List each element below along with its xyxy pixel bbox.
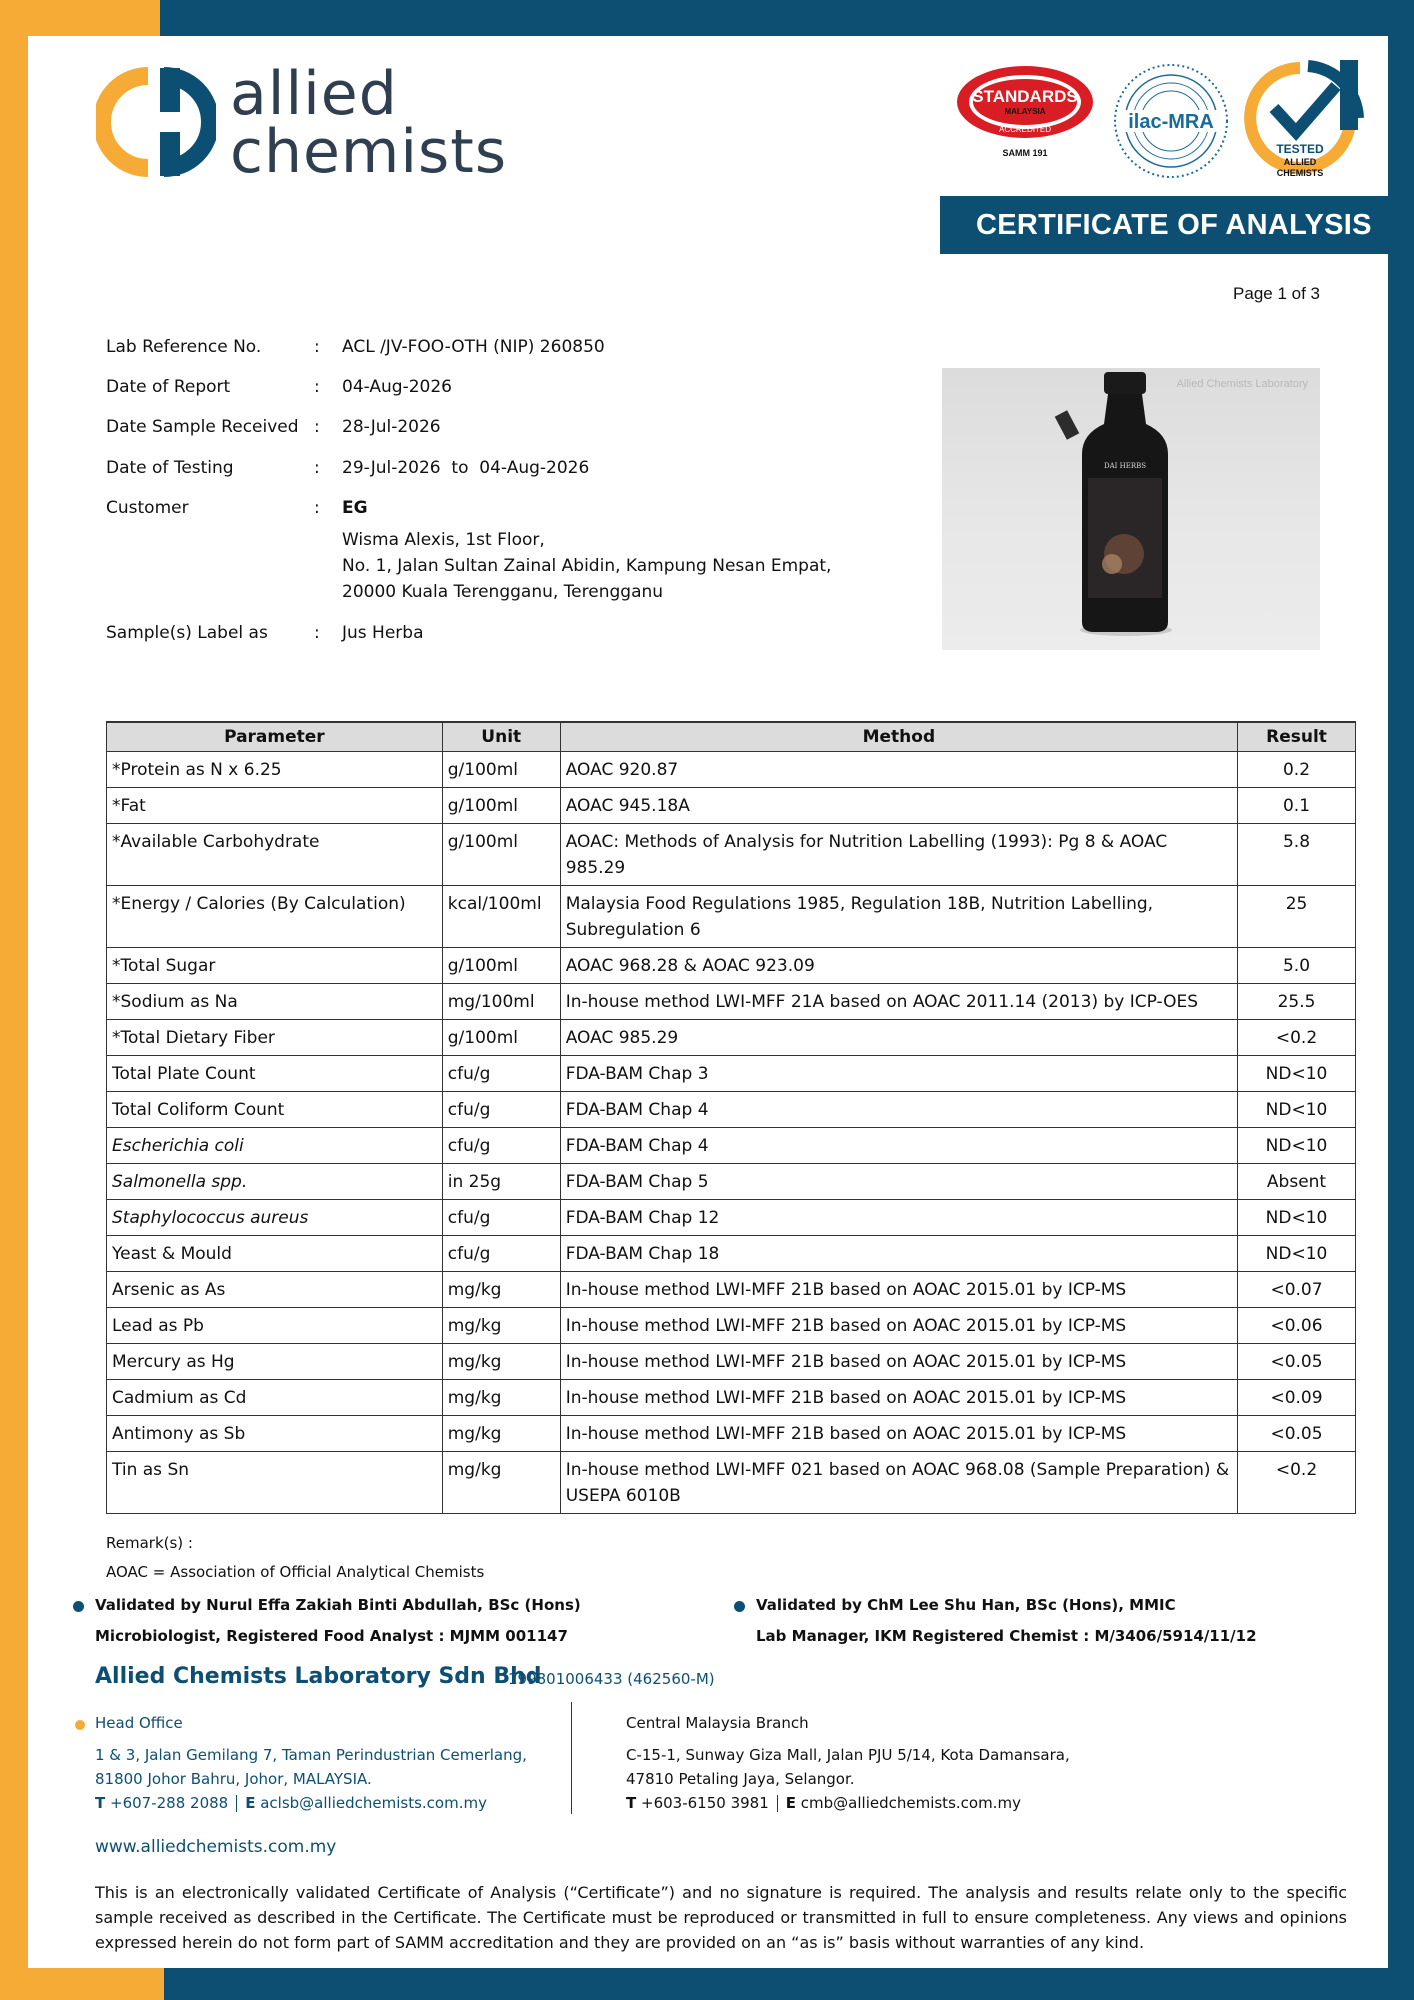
contact-divider — [236, 1795, 237, 1812]
tested-line2: ALLIED — [1283, 157, 1317, 167]
cell-result: 0.2 — [1238, 751, 1356, 787]
table-row — [107, 1127, 1356, 1163]
cell-unit: mg/kg — [442, 1343, 560, 1379]
cell-parameter: Salmonella spp. — [107, 1163, 443, 1199]
table-header-row — [107, 722, 1356, 751]
frame-right-bar — [1388, 0, 1414, 2000]
info-label: Sample(s) Label as — [106, 623, 268, 643]
bottle-label: DAI HERBS — [1103, 462, 1147, 470]
cell-method: In-house method LWI-MFF 021 based on AOAC 968.08 (Sample Preparation) & USEPA 6010B — [560, 1451, 1237, 1513]
cell-parameter: *Protein as N x 6.25 — [107, 751, 443, 787]
cell-result: ND<10 — [1238, 1055, 1356, 1091]
table-row — [107, 1055, 1356, 1091]
photo-watermark: Allied Chemists Laboratory — [1176, 378, 1308, 390]
bullet-icon — [734, 1601, 745, 1612]
cell-result: ND<10 — [1238, 1235, 1356, 1271]
cell-result: ND<10 — [1238, 1199, 1356, 1235]
branch-contact — [626, 1791, 1070, 1815]
cell-result: Absent — [1238, 1163, 1356, 1199]
cell-unit: cfu/g — [442, 1091, 560, 1127]
cell-parameter: *Sodium as Na — [107, 983, 443, 1019]
info-label: Customer — [106, 498, 189, 518]
cell-method: FDA-BAM Chap 12 — [560, 1199, 1237, 1235]
cell-unit: g/100ml — [442, 1019, 560, 1055]
logo-word-allied: allied — [230, 59, 398, 129]
info-colon: : — [314, 623, 320, 643]
cell-method: In-house method LWI-MFF 21B based on AOAC 2015.01 by ICP-MS — [560, 1307, 1237, 1343]
head-office-address — [95, 1743, 527, 1815]
frame-bottom-accent — [0, 1968, 164, 2000]
tested-line1: TESTED — [1276, 142, 1324, 156]
head-office-line2: 81800 Johor Bahru, Johor, MALAYSIA. — [95, 1770, 372, 1788]
phone-label: T — [626, 1794, 637, 1812]
cell-method: FDA-BAM Chap 4 — [560, 1127, 1237, 1163]
results-table — [106, 721, 1356, 1514]
cell-unit: mg/kg — [442, 1379, 560, 1415]
cell-method: In-house method LWI-MFF 21A based on AOAC 2011.14 (2013) by ICP-OES — [560, 983, 1237, 1019]
info-label: Date Sample Received — [106, 417, 299, 437]
cell-parameter: Yeast & Mould — [107, 1235, 443, 1271]
cell-result: 5.0 — [1238, 947, 1356, 983]
cell-unit: g/100ml — [442, 751, 560, 787]
cell-unit: mg/100ml — [442, 983, 560, 1019]
company-registration: 199801006433 (462560-M) — [508, 1670, 715, 1688]
table-row — [107, 1091, 1356, 1127]
table-row — [107, 1019, 1356, 1055]
customer-address-3: 20000 Kuala Terengganu, Terengganu — [342, 582, 664, 602]
header-result: Result — [1238, 722, 1356, 751]
cell-result: <0.07 — [1238, 1271, 1356, 1307]
branch-line2: 47810 Petaling Jaya, Selangor. — [626, 1770, 855, 1788]
cell-unit: cfu/g — [442, 1127, 560, 1163]
company-logo — [96, 59, 508, 187]
received-date-value: 28-Jul-2026 — [342, 417, 441, 437]
report-date-value: 04-Aug-2026 — [342, 377, 452, 397]
cell-method: AOAC 920.87 — [560, 751, 1237, 787]
cell-method: FDA-BAM Chap 4 — [560, 1091, 1237, 1127]
cell-unit: kcal/100ml — [442, 885, 560, 947]
cell-method: FDA-BAM Chap 18 — [560, 1235, 1237, 1271]
info-colon: : — [314, 377, 320, 397]
head-office-phone: +607-288 2088 — [110, 1794, 229, 1812]
logo-mark-icon — [96, 66, 216, 178]
info-colon: : — [314, 498, 320, 518]
cell-parameter: Staphylococcus aureus — [107, 1199, 443, 1235]
cell-unit: mg/kg — [442, 1307, 560, 1343]
cell-unit: cfu/g — [442, 1235, 560, 1271]
frame-left-bar — [0, 0, 28, 2000]
tested-badge — [1244, 58, 1364, 182]
validator-2-name: Validated by ChM Lee Shu Han, BSc (Hons), MMIC — [756, 1596, 1176, 1614]
cell-unit: cfu/g — [442, 1199, 560, 1235]
cell-parameter: Cadmium as Cd — [107, 1379, 443, 1415]
table-row — [107, 787, 1356, 823]
frame-top-bar — [160, 0, 1414, 36]
bottle-icon — [942, 368, 1320, 650]
ilac-mra-badge — [1112, 62, 1230, 180]
branch-line1: C-15-1, Sunway Giza Mall, Jalan PJU 5/14, Kota Damansara, — [626, 1746, 1070, 1764]
table-row — [107, 885, 1356, 947]
cell-result: ND<10 — [1238, 1127, 1356, 1163]
head-office-line1: 1 & 3, Jalan Gemilang 7, Taman Perindustrian Cemerlang, — [95, 1746, 527, 1764]
standards-country: MALAYSIA — [1004, 107, 1046, 116]
cell-unit: g/100ml — [442, 947, 560, 983]
office-divider — [571, 1702, 572, 1814]
remarks-heading: Remark(s) : — [106, 1534, 193, 1552]
table-row — [107, 1307, 1356, 1343]
cell-parameter: Lead as Pb — [107, 1307, 443, 1343]
email-label: E — [785, 1794, 796, 1812]
cell-unit: mg/kg — [442, 1415, 560, 1451]
cell-parameter: Arsenic as As — [107, 1271, 443, 1307]
cell-result: 25.5 — [1238, 983, 1356, 1019]
cell-method: In-house method LWI-MFF 21B based on AOAC 2015.01 by ICP-MS — [560, 1415, 1237, 1451]
validator-2 — [756, 1590, 1257, 1652]
sample-label-value: Jus Herba — [342, 623, 424, 643]
info-colon: : — [314, 417, 320, 437]
head-office-email[interactable]: aclsb@alliedchemists.com.my — [260, 1794, 487, 1812]
branch-phone: +603-6150 3981 — [641, 1794, 769, 1812]
email-label: E — [245, 1794, 256, 1812]
table-row — [107, 1235, 1356, 1271]
bullet-icon — [73, 1601, 84, 1612]
info-label: Lab Reference No. — [106, 337, 262, 357]
table-row — [107, 1451, 1356, 1513]
cell-result: ND<10 — [1238, 1091, 1356, 1127]
cell-method: FDA-BAM Chap 3 — [560, 1055, 1237, 1091]
head-office-contact — [95, 1791, 527, 1815]
info-colon: : — [314, 458, 320, 478]
table-row — [107, 1271, 1356, 1307]
cell-unit: mg/kg — [442, 1271, 560, 1307]
frame-top-accent — [0, 0, 160, 36]
standards-text: STANDARDS — [972, 87, 1078, 106]
cell-unit: mg/kg — [442, 1451, 560, 1513]
cell-method: AOAC 945.18A — [560, 787, 1237, 823]
branch-heading: Central Malaysia Branch — [626, 1714, 809, 1732]
info-label: Date of Testing — [106, 458, 234, 478]
header-unit: Unit — [442, 722, 560, 751]
cell-method: AOAC: Methods of Analysis for Nutrition Labelling (1993): Pg 8 & AOAC 985.29 — [560, 823, 1237, 885]
info-label: Date of Report — [106, 377, 231, 397]
ilac-text: ilac-MRA — [1128, 111, 1214, 133]
remarks-text: AOAC = Association of Official Analytical Chemists — [106, 1563, 485, 1581]
document-title: CERTIFICATE OF ANALYSIS — [940, 196, 1388, 254]
disclaimer-text: This is an electronically validated Certificate of Analysis (“Certificate”) and no signature is required. The analysis and results relate only to the specific sample received as described in the Certificate. The Certificate must be reproduced or transmitted in full to ensure completeness. Any views and opinions expressed herein do not form part of SAMM accreditation and they are provided on an “as is” basis without warranties of any kind. — [95, 1883, 1347, 1952]
validator-1 — [95, 1590, 581, 1652]
cell-unit: g/100ml — [442, 823, 560, 885]
page-number: Page 1 of 3 — [1233, 284, 1320, 303]
standards-malaysia-badge — [955, 62, 1095, 162]
table-row — [107, 1163, 1356, 1199]
cell-parameter: Escherichia coli — [107, 1127, 443, 1163]
testing-date-value: 29-Jul-2026 to 04-Aug-2026 — [342, 458, 590, 478]
header-parameter: Parameter — [107, 722, 443, 751]
branch-address — [626, 1743, 1070, 1815]
validator-1-name: Validated by Nurul Effa Zakiah Binti Abdullah, BSc (Hons) — [95, 1596, 581, 1614]
cell-parameter: *Energy / Calories (By Calculation) — [107, 885, 443, 947]
cell-parameter: *Total Sugar — [107, 947, 443, 983]
cell-parameter: Mercury as Hg — [107, 1343, 443, 1379]
cell-unit: g/100ml — [442, 787, 560, 823]
cell-parameter: Total Plate Count — [107, 1055, 443, 1091]
cell-parameter: *Available Carbohydrate — [107, 823, 443, 885]
standards-accredited: ACCREDITED — [998, 125, 1052, 134]
head-office-heading — [95, 1714, 183, 1732]
standards-code: SAMM 191 — [1002, 148, 1048, 158]
branch-email[interactable]: cmb@alliedchemists.com.my — [800, 1794, 1021, 1812]
website-link[interactable]: www.alliedchemists.com.my — [95, 1837, 337, 1857]
cell-result: <0.09 — [1238, 1379, 1356, 1415]
table-row — [107, 751, 1356, 787]
table-row — [107, 1379, 1356, 1415]
cell-result: 5.8 — [1238, 823, 1356, 885]
cell-result: 0.1 — [1238, 787, 1356, 823]
customer-name: EG — [342, 498, 368, 518]
cell-parameter: Tin as Sn — [107, 1451, 443, 1513]
cell-result: <0.05 — [1238, 1343, 1356, 1379]
cell-result: <0.05 — [1238, 1415, 1356, 1451]
tested-line3: CHEMISTS — [1276, 168, 1324, 178]
cell-result: <0.2 — [1238, 1451, 1356, 1513]
customer-address-1: Wisma Alexis, 1st Floor, — [342, 530, 545, 550]
cell-result: 25 — [1238, 885, 1356, 947]
cell-method: FDA-BAM Chap 5 — [560, 1163, 1237, 1199]
sample-photo — [942, 368, 1320, 650]
cell-parameter: Antimony as Sb — [107, 1415, 443, 1451]
cell-parameter: *Total Dietary Fiber — [107, 1019, 443, 1055]
cell-parameter: *Fat — [107, 787, 443, 823]
customer-address-2: No. 1, Jalan Sultan Zainal Abidin, Kampung Nesan Empat, — [342, 556, 832, 576]
validator-1-title: Microbiologist, Registered Food Analyst : MJMM 001147 — [95, 1627, 568, 1645]
frame-bottom-bar — [164, 1968, 1414, 2000]
header-method: Method — [560, 722, 1237, 751]
logo-word-chemists: chemists — [230, 117, 508, 187]
lab-reference-value: ACL /JV-FOO-OTH (NIP) 260850 — [342, 337, 605, 357]
table-row — [107, 823, 1356, 885]
table-row — [107, 1199, 1356, 1235]
cell-method: In-house method LWI-MFF 21B based on AOAC 2015.01 by ICP-MS — [560, 1271, 1237, 1307]
cell-method: In-house method LWI-MFF 21B based on AOAC 2015.01 by ICP-MS — [560, 1379, 1237, 1415]
bullet-icon — [75, 1720, 85, 1730]
table-row — [107, 1415, 1356, 1451]
cell-unit: cfu/g — [442, 1055, 560, 1091]
validator-2-title: Lab Manager, IKM Registered Chemist : M/3406/5914/11/12 — [756, 1627, 1257, 1645]
contact-divider — [777, 1795, 778, 1812]
table-row — [107, 947, 1356, 983]
cell-unit: in 25g — [442, 1163, 560, 1199]
company-name: Allied Chemists Laboratory Sdn Bhd — [95, 1664, 542, 1689]
cell-result: <0.06 — [1238, 1307, 1356, 1343]
cell-method: Malaysia Food Regulations 1985, Regulation 18B, Nutrition Labelling, Subregulation 6 — [560, 885, 1237, 947]
phone-label: T — [95, 1794, 106, 1812]
cell-method: AOAC 985.29 — [560, 1019, 1237, 1055]
table-row — [107, 983, 1356, 1019]
cell-result: <0.2 — [1238, 1019, 1356, 1055]
cell-method: In-house method LWI-MFF 21B based on AOAC 2015.01 by ICP-MS — [560, 1343, 1237, 1379]
table-row — [107, 1343, 1356, 1379]
cell-parameter: Total Coliform Count — [107, 1091, 443, 1127]
head-office-title: Head Office — [95, 1714, 183, 1732]
info-colon: : — [314, 337, 320, 357]
cell-method: AOAC 968.28 & AOAC 923.09 — [560, 947, 1237, 983]
